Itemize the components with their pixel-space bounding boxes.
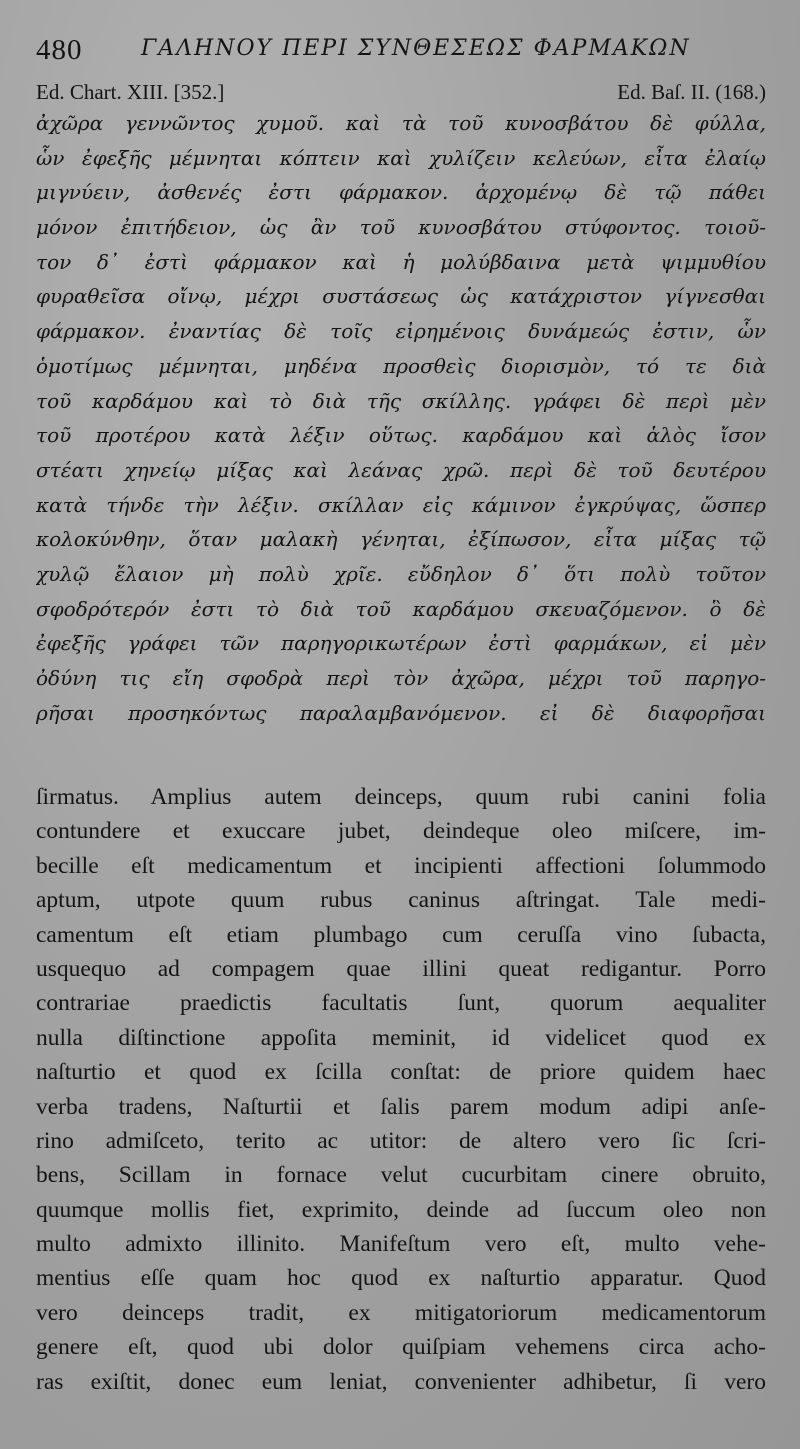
latin-line: verba tradens, Naſturtii et ſalis parem modum adipi anſe- xyxy=(36,1093,766,1120)
greek-line: μόνον ἐπιτήδειον, ὡς ἂν τοῦ κυνοσβάτου στύφοντος. τοιοῦ- xyxy=(36,215,766,240)
latin-line: mentius eſſe quam hoc quod ex naſturtio apparatur. Quod xyxy=(36,1265,766,1292)
latin-line: contrariae praedictis facultatis ſunt, quorum aequaliter xyxy=(36,990,766,1017)
greek-line: φάρμακον. ἐναντίας δὲ τοῖς εἰρημένοις δυνάμεώς ἐστιν, ὧν xyxy=(36,319,766,344)
latin-line: usquequo ad compagem quae illini queat redigantur. Porro xyxy=(36,955,766,982)
greek-line: σφοδρότερόν ἐστι τὸ διὰ τοῦ καρδάμου σκευαζόμενον. ὃ δὲ xyxy=(36,596,766,621)
greek-line: ρῆσαι προσηκόντως παραλαμβανόμενον. εἰ δὲ διαφορῆσαι xyxy=(36,700,766,725)
latin-line: becille eſt medicamentum et incipienti affectioni ſolummodo xyxy=(36,852,766,879)
latin-line: camentum eſt etiam plumbago cum ceruſſa vino ſubacta, xyxy=(36,921,766,948)
edition-basel-reference: Ed. Baſ. II. (168.) xyxy=(617,80,766,104)
latin-line: quumque mollis fiet, exprimito, deinde ad ſuccum oleo non xyxy=(36,1196,766,1223)
page-number: 480 xyxy=(36,34,83,66)
edition-reference-line xyxy=(36,80,766,108)
greek-text-block xyxy=(36,106,766,730)
latin-line: nulla diſtinctione appoſita meminit, id videlicet quod ex xyxy=(36,1024,766,1051)
greek-line: κολοκύνθην, ὅταν μαλακὴ γένηται, ἐξίπωσον, εἶτα μίξας τῷ xyxy=(36,527,766,552)
greek-line: ὁμοτίμως μέμνηται, μηδένα προσθεὶς διορισμὸν, τό τε διὰ xyxy=(36,353,766,378)
greek-line: κατὰ τήνδε τὴν λέξιν. σκίλλαν εἰς κάμινον ἐγκρύψας, ὥσπερ xyxy=(36,492,766,517)
greek-line: χυλῷ ἔλαιον μὴ πολὺ χρῖε. εὔδηλον δ᾽ ὅτι πολὺ τοῦτον xyxy=(36,561,766,586)
latin-line: ras exiſtit, donec eum leniat, convenienter adhibetur, ſi vero xyxy=(36,1368,766,1395)
greek-line: ὧν ἐφεξῆς μέμνηται κόπτειν καὶ χυλίζειν κελεύων, εἶτα ἐλαίῳ xyxy=(36,145,766,170)
latin-line: aptum, utpote quum rubus caninus aſtringat. Tale medi- xyxy=(36,887,766,914)
greek-line: ἐφεξῆς γράφει τῶν παρηγορικωτέρων ἐστὶ φαρμάκων, εἰ μὲν xyxy=(36,631,766,656)
page-header xyxy=(36,30,776,70)
greek-line: τοῦ προτέρου κατὰ λέξιν οὕτως. καρδάμου καὶ ἁλὸς ἴσον xyxy=(36,423,766,448)
greek-line: τον δ᾽ ἐστὶ φάρμακον καὶ ἡ μολύβδαινα μετὰ ψιμμυθίου xyxy=(36,249,766,274)
greek-line: μιγνύειν, ἀσθενές ἐστι φάρμακον. ἀρχομένῳ δὲ τῷ πάθει xyxy=(36,180,766,205)
latin-line: rino admiſceto, terito ac utitor: de altero vero ſic ſcri- xyxy=(36,1127,766,1154)
latin-line: bens, Scillam in fornace velut cucurbitam cinere obruito, xyxy=(36,1162,766,1189)
latin-line: naſturtio et quod ex ſcilla conſtat: de priore quidem haec xyxy=(36,1059,766,1086)
latin-line: vero deinceps tradit, ex mitigatoriorum medicamentorum xyxy=(36,1299,766,1326)
latin-line: ſirmatus. Amplius autem deinceps, quum rubi canini folia xyxy=(36,784,766,810)
running-title: ΓΑΛΗΝΟΥ ΠΕΡΙ ΣΥΝΘΕΣΕΩΣ ΦΑΡΜΑΚΩΝ xyxy=(141,36,691,61)
latin-line: contundere et exuccare jubet, deindeque oleo miſcere, im- xyxy=(36,818,766,845)
greek-line: φυραθεῖσα οἴνῳ, μέχρι συστάσεως ὡς κατάχριστον γίγνεσθαι xyxy=(36,284,766,309)
latin-line: genere eſt, quod ubi dolor quiſpiam vehemens circa acho- xyxy=(36,1334,766,1361)
greek-line: τοῦ καρδάμου καὶ τὸ διὰ τῆς σκίλλης. γράφει δὲ περὶ μὲν xyxy=(36,388,766,413)
greek-line: ἀχῶρα γεννῶντος χυμοῦ. καὶ τὰ τοῦ κυνοσβάτου δὲ φύλλα, xyxy=(36,111,766,135)
greek-line: στέατι χηνείῳ μίξας καὶ λεάνας χρῶ. περὶ δὲ τοῦ δευτέρου xyxy=(36,457,766,482)
greek-line: ὀδύνη τις εἴη σφοδρὰ περὶ τὸν ἀχῶρα, μέχρι τοῦ παρηγο- xyxy=(36,666,766,690)
edition-chart-reference: Ed. Chart. XIII. [352.] xyxy=(36,80,225,104)
latin-line: multo admixto illinito. Manifeſtum vero eſt, multo vehe- xyxy=(36,1231,766,1258)
latin-text-block xyxy=(36,780,766,1399)
